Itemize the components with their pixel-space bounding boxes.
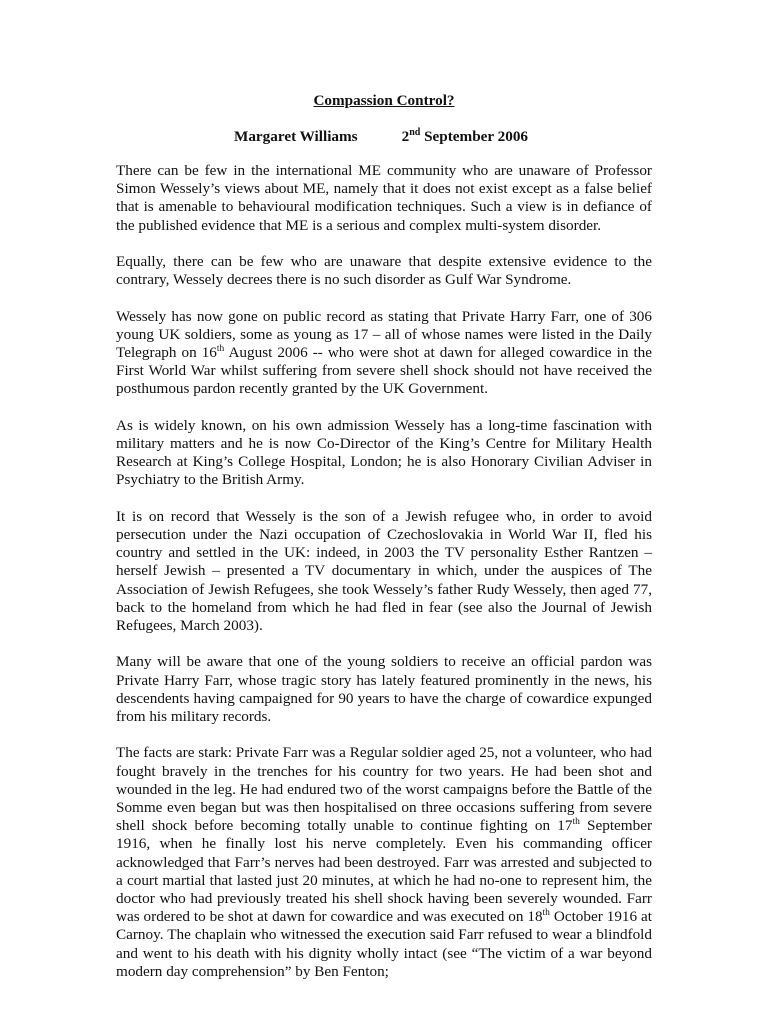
document-title: Compassion Control? <box>313 92 455 109</box>
paragraph-7-part-b: September 1916, when he finally lost his nerve completely. Even his commanding officer acknowledged that Farr’s nerves had been destroyed. Farr was arrested and subjected to a court martial that lasted just 20 minutes, at which he had no-one to represent him, the doctor who had previously treated his shell shock having been severely wounded. Farr was ordered to be shot at dawn for cowardice and was executed on 18 <box>116 817 653 926</box>
ordinal-suffix: th <box>542 908 550 919</box>
date-day-suffix: nd <box>409 126 421 138</box>
document-body <box>116 162 652 999</box>
paragraph-4: As is widely known, on his own admission Wessely has a long-time fascination with military matters and he is now Co-Director of the King’s Centre for Military Health Research at King’s College Hospital, London; he is also Honorary Civilian Adviser in Psychiatry to the British Army. <box>116 416 652 489</box>
paragraph-3-part-b: August 2006 -- who were shot at dawn for alleged cowardice in the First World War whilst suffering from severe shell shock should not have received the posthumous pardon recently granted by the UK Government. <box>116 344 652 398</box>
paragraph-1: There can be few in the international ME community who are unaware of Professor Simon Wessely’s views about ME, namely that it does not exist except as a false belief that is amenable to behavioural modification techniques. Such a view is in defiance of the published evidence that ME is a serious and complex multi-system disorder. <box>116 162 652 234</box>
paragraph-7 <box>116 744 652 981</box>
paragraph-7-part-c: October 1916 at Carnoy. The chaplain who witnessed the execution said Farr refused to wear a blindfold and went to his death with his dignity wholly intact (see “The victim of a war beyond modern day comprehension” by Ben Fenton; <box>116 908 653 980</box>
paragraph-7-part-a: The facts are stark: Private Farr was a Regular soldier aged 25, not a volunteer, who had fought bravely in the trenches for his country for two years. He had been shot and wounded in the leg. He had endured two of the worst campaigns before the Battle of the Somme even began but was then hospitalised on three occasions suffering from severe shell shock before becoming totally unable to continue fighting on 17 <box>116 744 652 835</box>
paragraph-3-part-a: Wessely has now gone on public record as stating that Private Harry Farr, one of 306 young UK soldiers, some as young as 17 – all of whose names were listed in the Daily Telegraph on 16 <box>116 307 652 361</box>
ordinal-suffix: th <box>572 817 580 828</box>
ordinal-suffix: th <box>216 343 225 354</box>
paragraph-6: Many will be aware that one of the young soldiers to receive an official pardon was Private Harry Farr, whose tragic story has lately featured prominently in the news, his descendents having campaigned for 90 years to have the charge of cowardice expunged from his military records. <box>116 653 652 726</box>
date-rest: September 2006 <box>420 128 529 145</box>
paragraph-3 <box>116 308 652 399</box>
paragraph-2: Equally, there can be few who are unaware that despite extensive evidence to the contrary, Wessely decrees there is no such disorder as Gulf War Syndrome. <box>116 253 652 289</box>
paragraph-5: It is on record that Wessely is the son of a Jewish refugee who, in order to avoid persecution under the Nazi occupation of Czechoslovakia in World War II, fled his country and settled in the UK: indeed, in 2003 the TV personality Esther Rantzen – herself Jewish – presented a TV documentary in which, under the auspices of The Association of Jewish Refugees, she took Wessely’s father Rudy Wessely, then aged 77, back to the homeland from which he had fled in fear (see also the Journal of Jewish Refugees, March 2003). <box>116 507 652 635</box>
author-name: Margaret Williams <box>234 128 358 145</box>
publication-date <box>402 128 528 145</box>
byline <box>234 128 528 146</box>
date-day: 2 <box>401 128 410 145</box>
